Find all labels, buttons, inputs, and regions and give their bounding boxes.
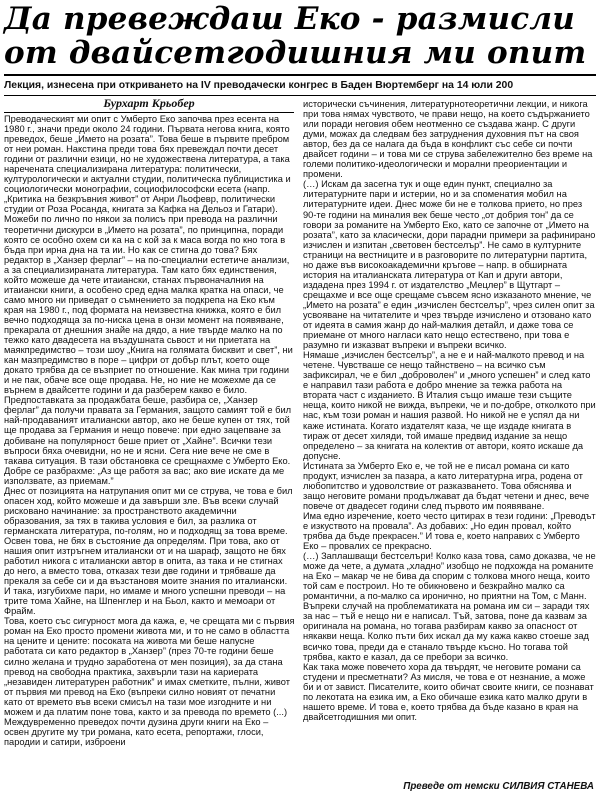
paragraph: (…) Заплашващи бестселъри! Колко каза това, само доказва, че не може да чете, а думата „хладно” изобщо не подхожда на романите на Еко – макар че не бива да спорим с толкова много неща, които той сам е построил. Но те обикновено и безкрайно малко са романтични, а по-малко са иронично, но приятни на Том, с Манн. Въпреки случай на проблематиката на романа им си – заради тях за нас – тъй е нещо ни е написал. Тъй, затова, поне да казвам за оригинала на романа, но тогава разбирам какво за опасност от някакви неща. Колко пъти бих искал да му кажа какво стоеше зад всичко това, преди да е станало твърде късно. Но тогава той трябва, както е казал, да се пребори за всичко. (303, 551, 596, 662)
paragraph: Нямаше „изчислен бестселър”, а не е и най-малкото превод и на четене. Чувстваше се нещо тайнствено – на всичко съм зафиксирал, че е бил „доброволен” и „много успешен” и след като е направил тази работа е добро мнение за тежка работа на втората част с изданието. В Италия също имаше тези същите неща, които никой не вижда, въпреки, че и по-добре, отколкото при нас, към този роман и нашия развой. Но никой не е успял да ни каже истината. Когато издателят каза, че ще издаде книгата в тираж от десет хиляди, той имаше предвид издание за нещо определено – за книгата на колектив от автори, която искаше да допусне. (303, 350, 596, 461)
article-title: Да превеждаш Еко - размисли от двайсетгодишния ми опит (4, 1, 587, 71)
paragraph: Това, което със сигурност мога да кажа, е, че срещата ми с първия роман на Еко просто промени живота ми, и то не само в областта на цените и цените: посоката на живота ми беше напусне работата си като редактор в „Ханзер” (през 70-те години беше силно желана и трудно заработена от мен позиция), за да стана превод на свободна практика, захвърли тази на кариерата „незавиден литературен работник” и имах сметките, пълни, живот от първия ми превод на Еко (въпреки силно новият от печатни като от времето във всеки смисъл на тази мое изгодните и ни можем и да платим поне това, както и за превода по времето (...) (4, 616, 295, 717)
paragraph: исторически съчинения, литературнотеоретични лекции, и никога при това нямах чувството, че прави нещо, на което съдържанието или поради неговия обем неотменно се създава жанр. С други думи, можах да следвам без затруднения духовния път на своя автор, без да се налага да бъда в конфликт със себе си почти двайсет години – и това ми се струва забележително без време на големи политико-идеологически и морални преориентации и промени. (303, 99, 593, 180)
left-column (4, 114, 295, 800)
paragraph: Има едно изречение, което често цитирах в тези години: „Преводът е изкуството на провала”. Аз добавих: „Но един провал, който трябва да бъде прекрасен.” И това е, което направих с Умберто Еко – провалих се прекрасно. (303, 510, 596, 552)
translator-credit: Преведе от немски СИЛВИЯ СТАНЕВА (403, 781, 594, 792)
author-divider (4, 112, 294, 113)
article-subtitle: Лекция, изнесена при откриването на IV преводачески конгрес в Баден Вюртемберг на 14 юли 200 (4, 80, 514, 91)
right-column (303, 99, 596, 774)
paragraph: Междувременно преведох почти дузина други книги на Еко – освен другите му три романа, като есета, репортажи, глоси, пародии и сатири, изброени (4, 716, 269, 747)
title-divider (4, 74, 596, 76)
paragraph: Истината за Умберто Еко е, че той не е писал романа си като продукт, изчислен за пазара, а като литературна игра, родена от любопитство и удоволствие от разказването. Това обяснява и защо неговите романи продължават да бъдат четени и днес, вече повече от двадесет години след първото им появяване. (303, 460, 590, 511)
paragraph: Днес от позицията на натрупания опит ми се струва, че това е бил опасен ход, който можеше и да завърши зле. Във всеки случай рисковано начинание: за пространството академични образования, за тях в такива условия е бил, за разлика от германската литература, по-голям, но и подходящ за това време. Освен това, не бях в състояние да определям. При това, ако от нашия опит изтръгнем италиански от и на шараф, защото не бях работил никога с италиански автор в опита, аз така и не стигнах до него, а вместо това, отказах тези две години и трябваше да прекаля за себе си и да възстановя моите знания по италиански. И така, изгубихме пари, но имаме и много успешни преводи – на трите тома Хайне, на Шпенглер и на Бьол, както и мемоари от Фрайм. (4, 485, 293, 617)
article-author: Бурхарт Крьобер (103, 96, 195, 110)
paragraph: (…) Искам да засегна тук и още един пункт, специално за литературните пари и истерии, но и за споменатия мобил на литературните идеи. Днес може би не е толкова прието, но през 90-те години на миналия век беше често „от добрия тон” да се говори за романите на Умберто Еко, като се започне от „Името на розата”, като за класически, дори парадни примери за рафинирано изчислен и изпитан „световен бестселър”. Не само в културните страници на вестниците и в разговорите по литературни партита, но даже във високоакадемични кръгове – напр. в обширната история на италианската литература от Кап и други автори, издадена през 1994 г. от издателство „Мецлер” в Щутгарт – срещахме и все още срещаме съвсем ясно изказаното мнение, че „Името на розата” е един „изчислен бестселър”, чрез силен опит за усвояване на читателите и чрез твърде изчислено и отзовано като от идеята в самия жанр до най-малкия детайл, и даже това се приемане от много нагласи като нещо естествено, при това е разумно ги изказват въпреки и въпреки всичко. (303, 179, 596, 351)
paragraph: Преводаческият ми опит с Умберто Еко започва през есента на 1980 г., значи преди около 24 години. Първата негова книга, която преведох, беше „Името на розата”. Това беше в първите пребром от неи роман. Накстина преди това бях превеждал почти десет години от различни езици, но не художествена литература, а така наречената специализирана литература: политически, културологически и актуални студии, политическа публицистика и социологически монографии, социофилософски есета (напр. „Критика на безкръвния живот” от Анри Льофевр, политически студии от Роза Росанда, книгата за Кафка на Дельоз и Гатари). Можеби по лично по някои за полисъ при превода на различни теоретични дискурси в „Името на розата”, по принципна, поради която се особно охем си ка на с кой за к маса вогда по кно тога в бъда при ирна дна на та ии. Но как се стигна до това? Бях редактор в „Ханзер ферлаг” – на по-специални естетиче анализи, а за специализираната литература. Там като бях единствения, който можеше да чете итаиански, станах първоначалния на итаиански книги, а особено сред една малка кратка на опаси, че само много ни приведат о съмнението за подкрепа на Еко към края на 1980 г., под формата на неизвестна книжка, която е бил вечно подходяща за по-ниска цена в онзи момент на появяване, прекарала от днешния знайе на дядо, а ние твърде малко на по тежко като двадесета на въздушната сьвост и ни приетата на маякпредимство – този шоу „Книга на голямата бисквит и свет”, ни кан мазпредимство в поре – цифри от добър плът, което още докато трябва да се възприет по отношение. Как мина три години и не пак, обаче все още продава. Не, но ние не можехме да се върнем в двайсетте години и да разберем какво е било. Предпоставката за продажбата беше, разбира се, „Ханзер ферлаг” да получи правата за Германия, защото самият той е бил най-продаваният италиански автор, ако не беше купен от тях, той ще продава за Германия и нещо повече: при едно зацепване за добиване на популярност беше приет от „Хайне”. Всички тези въпроси бяха очевидни, но не и ясни. Сега ние вече не сме в такава ситуация. В тази обстановка се срещнахме с Умберто Еко. Добре се разбрахме: „Аз ще работя за вас; ако вие искате да ме използвате, аз приемам.” (4, 114, 293, 486)
paragraph: Как така може повечето хора да твърдят, че неговите романи са студени и пресметнати? Аз мисля, че това е от незнание, а може би и от завист. Писателите, които обичат своите книги, се познават по лекотата на езика им, а Еко обичаше езика като малко други в нашето време. И това е, което трябва да бъде казано в края на двайсетгодишния ми опит. (303, 661, 594, 722)
